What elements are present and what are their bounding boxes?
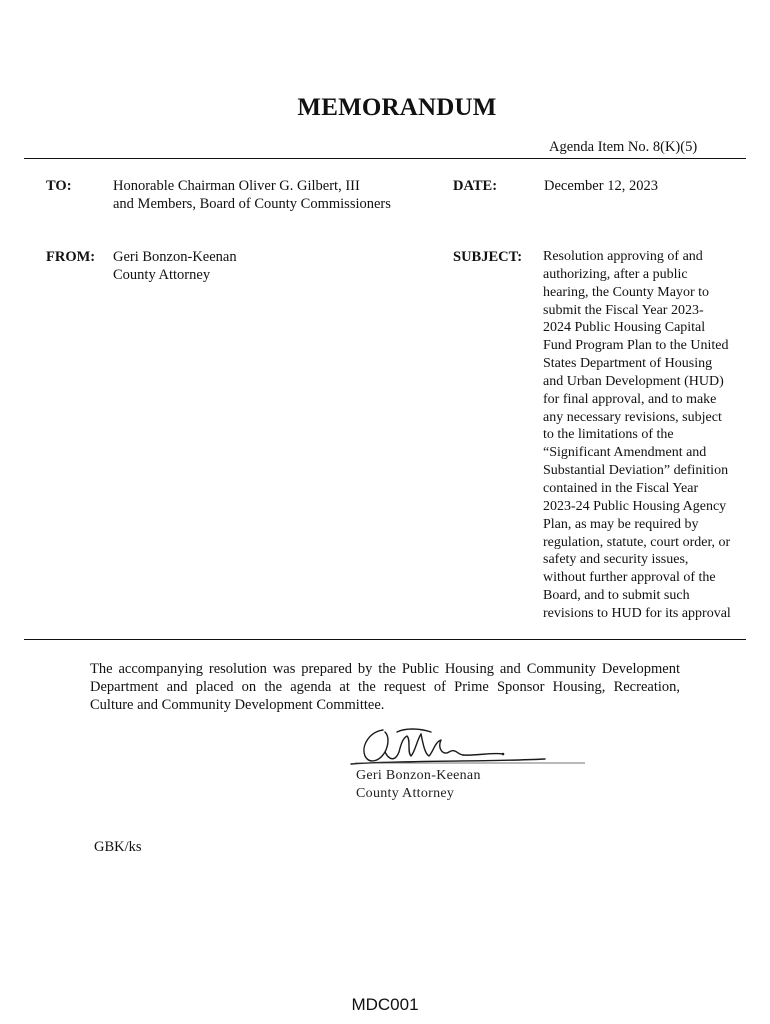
body-line-3: Culture and Community Development Committee. (90, 697, 385, 713)
subject-line: States Department of Housing (543, 356, 713, 372)
subject-line: regulation, statute, court order, or (543, 534, 731, 550)
subject-line: safety and security issues, (543, 552, 689, 568)
subject-line: any necessary revisions, subject (543, 409, 722, 425)
subject-line: Resolution approving of and (543, 249, 703, 264)
handwritten-signature (345, 722, 595, 772)
to-label: TO: (46, 178, 72, 194)
to-recipient (113, 178, 391, 213)
subject-line: Fund Program Plan to the United (543, 338, 729, 354)
subject-line: submit the Fiscal Year 2023- (543, 302, 704, 318)
subject-line: for final approval, and to make (543, 391, 717, 407)
agenda-item-number: Agenda Item No. 8(K)(5) (549, 139, 698, 155)
date-label: DATE: (453, 178, 498, 194)
subject-line: hearing, the County Mayor to (543, 284, 710, 300)
bottom-divider (24, 639, 746, 640)
subject-line: “Significant Amendment and (543, 445, 707, 461)
subject-line: authorizing, after a public (543, 266, 688, 282)
subject-line: Substantial Deviation” definition (543, 463, 729, 479)
memo-title: MEMORANDUM (297, 94, 497, 121)
from-line-2: County Attorney (113, 266, 211, 283)
subject-line: Board, and to submit such (543, 588, 690, 604)
subject-line: contained in the Fiscal Year (543, 480, 699, 496)
subject-line: revisions to HUD for its approval (543, 605, 731, 621)
body-paragraph (90, 660, 680, 714)
subject-line: 2024 Public Housing Capital (543, 320, 706, 336)
to-line-2: and Members, Board of County Commissioners (113, 195, 391, 212)
subject-line: and Urban Development (HUD) (543, 373, 724, 389)
body-line-1: The accompanying resolution was prepared by the Public Housing and Community Development (90, 661, 680, 677)
signature-block (356, 767, 481, 802)
from-sender (113, 249, 237, 284)
to-line-1: Honorable Chairman Oliver G. Gilbert, III (113, 178, 360, 194)
signatory-title: County Attorney (356, 785, 455, 801)
from-label: FROM: (46, 249, 96, 265)
subject-line: 2023-24 Public Housing Agency (543, 498, 727, 514)
subject-label: SUBJECT: (453, 249, 523, 265)
subject-line: to the limitations of the (543, 427, 674, 443)
subject-line: without further approval of the (543, 570, 716, 586)
date-value: December 12, 2023 (544, 178, 658, 194)
body-line-2: Department and placed on the agenda at the request of Prime Sponsor Housing, Recreation, (90, 679, 680, 695)
signatory-name: Geri Bonzon-Keenan (356, 768, 481, 783)
top-divider (24, 158, 746, 159)
subject-line: Plan, as may be required by (543, 516, 699, 532)
subject-text (543, 248, 753, 623)
from-line-1: Geri Bonzon-Keenan (113, 249, 237, 265)
footer-code: MDC001 (351, 995, 419, 1014)
typist-initials: GBK/ks (94, 839, 142, 855)
